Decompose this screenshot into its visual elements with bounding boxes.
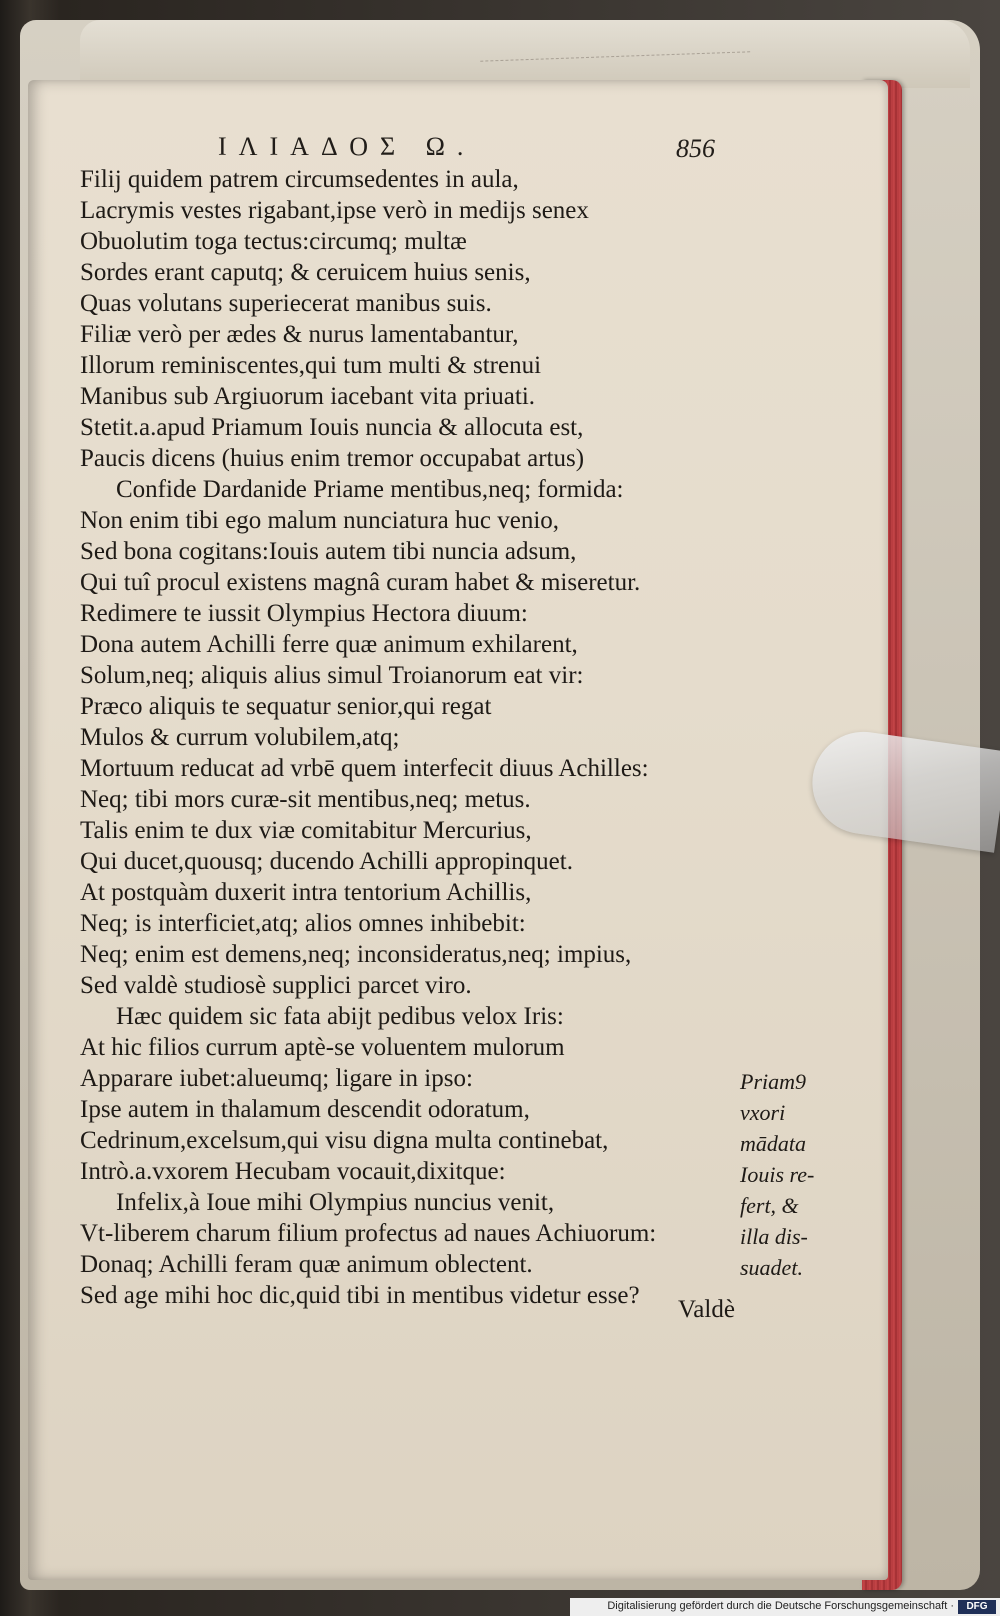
verse-line: Sed age mihi hoc dic,quid tibi in mentibus videtur esse? [80,1282,640,1309]
marginal-note [740,1066,840,1283]
verse-line: Sordes erant caputq; & ceruicem huius senis, [80,259,531,286]
verse-line: Redimere te iussit Olympius Hectora diuum: [80,600,528,627]
marginal-note-line: suadet. [740,1255,803,1280]
verse-line: At hic filios currum aptè-se voluentem mulorum [80,1034,565,1061]
verse-line: Solum,neq; aliquis alius simul Troianorum eat vir: [80,662,584,689]
marginal-note-line: fert, & [740,1193,799,1218]
verse-line: Paucis dicens (huius enim tremor occupabat artus) [80,445,585,472]
verse-line: Neq; is interficiet,atq; alios omnes inhibebit: [80,910,526,937]
verse-line: Talis enim te dux viæ comitabitur Mercurius, [80,817,532,844]
verse-line: Cedrinum,excelsum,qui visu digna multa continebat, [80,1127,609,1154]
marginal-note-line: Priam9 [740,1069,806,1094]
dfg-logo: DFG [958,1600,996,1614]
page-number: 856 [676,134,715,163]
verse-line: Lacrymis vestes rigabant,ipse verò in medijs senex [80,197,589,224]
footer-text: Digitalisierung gefördert durch die Deutsche Forschungsgemeinschaft · [607,1600,954,1612]
verse-line: Vt-liberem charum filium profectus ad naues Achiuorum: [80,1220,657,1247]
verse-line: Neq; tibi mors curæ-sit mentibus,neq; metus. [80,786,531,813]
verse-line: Filij quidem patrem circumsedentes in aula, [80,166,519,193]
verse-line: Manibus sub Argiuorum iacebant vita priuati. [80,383,536,410]
verse-line: Filiæ verò per ædes & nurus lamentabantur, [80,321,519,348]
verse-line: At postquàm duxerit intra tentorium Achillis, [80,879,532,906]
verse-line: Quas volutans superiecerat manibus suis. [80,290,492,317]
verse-line: Ipse autem in thalamum descendit odoratum, [80,1096,530,1123]
verse-line: Mortuum reducat ad vrbē quem interfecit diuus Achilles: [80,755,649,782]
verse-line: Præco aliquis te sequatur senior,qui regat [80,693,492,720]
verse-line: Qui tuî procul existens magnâ curam habet & miseretur. [80,569,641,596]
marginal-note-line: Iouis re- [740,1162,815,1187]
verse-line: Obuolutim toga tectus:circumq; multæ [80,228,467,255]
verse-line: Neq; enim est demens,neq; inconsideratus,neq; impius, [80,941,632,968]
verse-line: Intrò.a.vxorem Hecubam vocauit,dixitque: [80,1158,506,1185]
verse-line: Illorum reminiscentes,qui tum multi & strenui [80,352,542,379]
verse-line: Mulos & currum volubilem,atq; [80,724,400,751]
verse-line: Sed valdè studiosè supplici parcet viro. [80,972,472,999]
verse-line: Non enim tibi ego malum nunciatura huc venio, [80,507,560,534]
verse-line: Dona autem Achilli ferre quæ animum exhilarent, [80,631,578,658]
verse-text [80,164,770,1311]
running-head-title: ΙΛΙΑΔΟΣ Ω. [218,132,476,161]
verse-line: Hæc quidem sic fata abijt pedibus velox Iris: [116,1003,564,1030]
catchword: Valdè [678,1296,735,1323]
verse-line: Apparare iubet:alueumq; ligare in ipso: [80,1065,473,1092]
verse-line: Sed bona cogitans:Iouis autem tibi nuncia adsum, [80,538,577,565]
verse-line: Qui ducet,quousq; ducendo Achilli appropinquet. [80,848,573,875]
marginal-note-line: vxori [740,1100,786,1125]
verse-line: Confide Dardanide Priame mentibus,neq; formida: [116,476,624,503]
marginal-note-line: mādata [740,1131,806,1156]
verse-line: Infelix,à Ioue mihi Olympius nuncius venit, [116,1189,555,1216]
marginal-note-line: illa dis- [740,1224,808,1249]
verse-line: Stetit.a.apud Priamum Iouis nuncia & allocuta est, [80,414,584,441]
verse-line: Donaq; Achilli feram quæ animum oblectent. [80,1251,533,1278]
